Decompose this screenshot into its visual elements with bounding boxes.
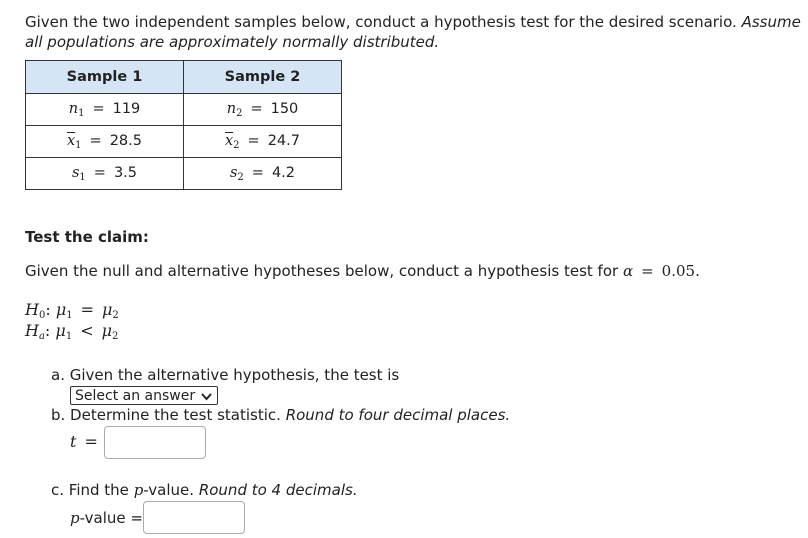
select-value: Select an answer	[75, 388, 196, 404]
question-b-label: b. Determine the test statistic. Round to four decimal places.	[51, 406, 511, 424]
n2-cell: $n_2 = 150$	[184, 94, 342, 126]
alpha-symbol: α	[622, 262, 634, 280]
t-statistic-input[interactable]	[104, 426, 206, 459]
s1-cell: $s_1 = 3.5$	[26, 158, 184, 190]
table-row	[26, 94, 342, 126]
given-text: Given the null and alternative hypotheses below, conduct a hypothesis test for α = 0.05.	[25, 262, 700, 280]
test-type-select[interactable]	[70, 386, 218, 405]
question-c-label: c. Find the p-value. Round to 4 decimals.	[51, 481, 358, 499]
question-a-label: a. Given the alternative hypothesis, the test is	[51, 366, 400, 384]
xbar1-cell: $\overline{x}_1 = 28.5$	[26, 126, 184, 158]
intro-text	[25, 12, 805, 52]
p-value-input[interactable]	[143, 501, 245, 534]
s2-cell: $s_2 = 4.2$	[184, 158, 342, 190]
null-hypothesis: $H_0$: $\mu_1 = \mu_2$	[25, 300, 119, 321]
n1-cell: $n_1 = 119$	[26, 94, 184, 126]
table-row	[26, 126, 342, 158]
header-sample-2: Sample 2	[184, 61, 342, 94]
samples-table	[25, 60, 342, 190]
claim-heading: Test the claim:	[25, 228, 149, 246]
alpha-value: 0.05.	[661, 262, 700, 280]
intro-plain: Given the two independent samples below, conduct a hypothesis test for the desired scenario.	[25, 13, 737, 31]
intro-italic: Assume all populations are approximately normally distributed.	[25, 13, 801, 51]
alternative-hypothesis: $H_a$: $\mu_1 < \mu_2$	[25, 321, 119, 342]
table-row	[26, 158, 342, 190]
xbar2-cell: $\overline{x}_2 = 24.7$	[184, 126, 342, 158]
p-value-label: p-value =	[70, 509, 143, 527]
t-statistic-label: t =	[70, 432, 98, 451]
header-sample-1: Sample 1	[26, 61, 184, 94]
